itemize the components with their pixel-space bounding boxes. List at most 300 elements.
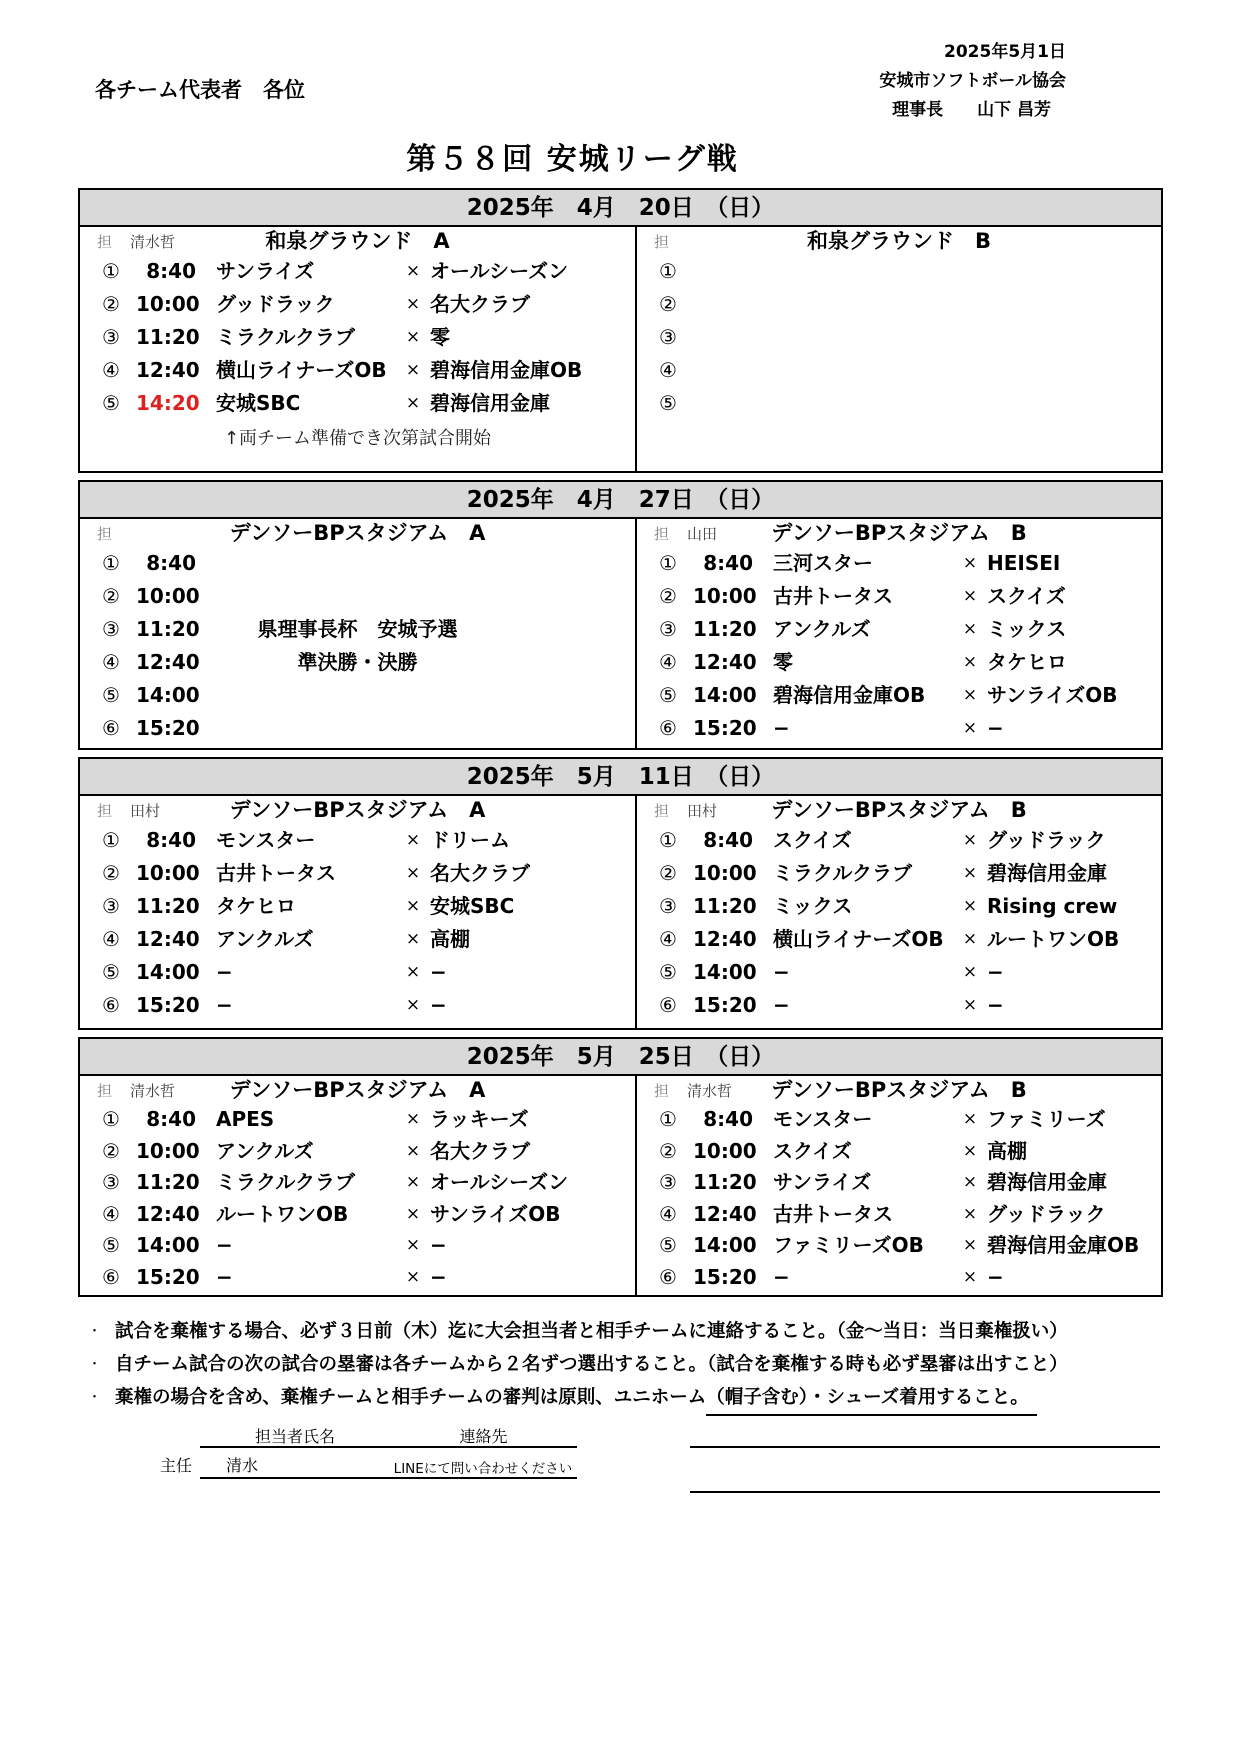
match-row xyxy=(637,1262,1161,1294)
vs-mark: × xyxy=(962,1235,978,1255)
vs-mark: × xyxy=(405,830,421,850)
match-row xyxy=(637,288,1161,321)
match-number: ① xyxy=(102,828,120,852)
match-row xyxy=(80,1104,635,1136)
venue-column xyxy=(637,519,1161,748)
vs-mark: × xyxy=(405,1172,421,1192)
match-time: 15:20 xyxy=(136,1264,200,1289)
vs-mark: × xyxy=(962,586,978,606)
home-team: 安城SBC xyxy=(216,391,301,415)
schedule-table xyxy=(78,1037,1163,1297)
match-row xyxy=(80,956,635,989)
organization-name: 安城市ソフトボール協会 xyxy=(879,71,1066,91)
note-line xyxy=(88,1315,1168,1348)
venue-column xyxy=(80,1076,637,1295)
match-number: ① xyxy=(659,259,677,283)
vs-mark: × xyxy=(405,261,421,281)
away-team: ラッキーズ xyxy=(430,1107,529,1131)
match-number: ③ xyxy=(659,617,677,641)
match-time: 8:40 xyxy=(146,828,196,852)
match-time: 15:20 xyxy=(693,1264,757,1289)
away-team: − xyxy=(987,993,1004,1017)
chairman-line: 理事長 山下 昌芳 xyxy=(892,100,1051,120)
page-title: 第５８回 安城リーグ戦 xyxy=(406,142,739,177)
home-team: − xyxy=(773,993,790,1017)
match-time: 10:00 xyxy=(693,861,757,885)
table-date-header: 2025年 4月 20日 （日） xyxy=(80,190,1161,227)
away-team: ルートワンOB xyxy=(987,927,1120,951)
home-team: 横山ライナーズOB xyxy=(216,358,387,382)
vs-mark: × xyxy=(962,1203,978,1224)
match-row xyxy=(637,354,1161,387)
vs-mark: × xyxy=(405,360,421,380)
match-number: ⑥ xyxy=(102,716,120,740)
match-number: ④ xyxy=(659,927,677,951)
match-number: ③ xyxy=(659,894,677,918)
home-team xyxy=(773,354,953,387)
home-team: アンクルズ xyxy=(216,927,314,951)
match-row xyxy=(637,890,1161,923)
match-time: 10:00 xyxy=(136,1138,200,1163)
vs-mark xyxy=(396,547,430,580)
match-number: ⑥ xyxy=(659,716,677,740)
match-number: ④ xyxy=(659,1201,677,1226)
letterhead xyxy=(879,38,1066,125)
match-row xyxy=(637,1199,1161,1231)
vs-mark: × xyxy=(962,553,978,573)
home-team: 古井トータス xyxy=(773,584,893,608)
duty-label: 担 xyxy=(654,525,670,543)
away-team: ファミリーズ xyxy=(987,1107,1106,1131)
away-team: 碧海信用金庫 xyxy=(430,391,550,415)
match-number: ⑤ xyxy=(102,683,120,707)
away-team: 碧海信用金庫 xyxy=(987,861,1107,885)
match-number: ① xyxy=(102,259,120,283)
match-time: 11:20 xyxy=(136,617,200,641)
note-line xyxy=(88,1381,1168,1416)
home-team: − xyxy=(216,993,233,1017)
venue-column xyxy=(80,796,637,1028)
match-number: ② xyxy=(102,861,120,885)
vs-mark: × xyxy=(962,995,978,1015)
match-time: 15:20 xyxy=(136,716,200,740)
match-number: ② xyxy=(102,292,120,316)
home-team: サンライズ xyxy=(216,259,315,283)
match-number: ⑥ xyxy=(102,993,120,1017)
match-row xyxy=(80,1167,635,1199)
away-team xyxy=(430,712,635,745)
match-number: ① xyxy=(659,551,677,575)
match-row xyxy=(637,646,1161,679)
vs-mark: × xyxy=(405,1109,421,1129)
venue-title: 和泉グラウンド A xyxy=(265,229,450,253)
duty-label: 担 xyxy=(97,802,113,820)
schedule-table xyxy=(78,480,1163,750)
column-header xyxy=(80,227,635,255)
match-row xyxy=(637,321,1161,354)
signature-line xyxy=(690,1491,1160,1493)
home-team: − xyxy=(216,1264,233,1289)
home-team: − xyxy=(773,716,790,740)
bullet-icon: ・ xyxy=(88,1357,102,1372)
vs-mark: × xyxy=(962,896,978,916)
vs-mark: × xyxy=(962,1140,978,1161)
contact-underline xyxy=(200,1446,577,1448)
match-row xyxy=(637,387,1161,420)
match-number: ③ xyxy=(102,617,120,641)
home-team: 古井トータス xyxy=(216,861,336,885)
home-team xyxy=(773,255,953,288)
away-team: 碧海信用金庫OB xyxy=(987,1233,1140,1257)
venue-column xyxy=(80,519,637,748)
away-team: スクイズ xyxy=(987,584,1066,608)
match-time: 10:00 xyxy=(136,584,200,608)
away-team xyxy=(430,580,635,613)
duty-label: 担 xyxy=(654,233,670,251)
match-time: 12:40 xyxy=(693,927,757,951)
vs-mark: × xyxy=(962,830,978,850)
match-time: 11:20 xyxy=(136,325,200,349)
match-number: ① xyxy=(659,828,677,852)
table-date-header: 2025年 5月 25日 （日） xyxy=(80,1039,1161,1076)
home-team: モンスター xyxy=(216,828,316,852)
away-team: − xyxy=(987,716,1004,740)
match-row xyxy=(80,679,635,712)
contact-note: LINEにて問い合わせください xyxy=(393,1461,573,1477)
home-team: ルートワンOB xyxy=(216,1201,349,1226)
home-team xyxy=(216,679,396,712)
column-header xyxy=(637,796,1161,824)
column-header xyxy=(637,227,1161,255)
match-time: 11:20 xyxy=(693,617,757,641)
away-team: − xyxy=(987,1264,1004,1289)
match-time: 11:20 xyxy=(693,894,757,918)
match-number: ② xyxy=(102,584,120,608)
match-row xyxy=(637,679,1161,712)
vs-mark xyxy=(396,712,430,745)
match-time: 15:20 xyxy=(693,993,757,1017)
home-team: ミラクルクラブ xyxy=(773,861,912,885)
vs-mark: × xyxy=(405,962,421,982)
column-header xyxy=(637,519,1161,547)
match-number: ③ xyxy=(102,1170,120,1194)
home-team: タケヒロ xyxy=(216,894,296,918)
match-row xyxy=(80,890,635,923)
match-time: 15:20 xyxy=(693,716,757,740)
match-number: ⑤ xyxy=(659,960,677,984)
away-team: 名大クラブ xyxy=(430,861,530,885)
match-time: 14:20 xyxy=(136,391,200,415)
signature-line xyxy=(690,1446,1160,1448)
match-time xyxy=(693,288,753,321)
vs-mark: × xyxy=(962,685,978,705)
match-number: ④ xyxy=(102,927,120,951)
match-time: 14:00 xyxy=(136,683,200,707)
away-team xyxy=(987,321,1161,354)
home-team: アンクルズ xyxy=(216,1138,314,1163)
match-time xyxy=(693,255,753,288)
note-text: 棄権の場合を含め、棄権チームと相手チームの審判は原則、ユニホーム xyxy=(115,1387,707,1408)
column-header xyxy=(80,519,635,547)
home-team: ファミリーズOB xyxy=(773,1233,924,1257)
schedule-table xyxy=(78,757,1163,1030)
vs-mark: × xyxy=(405,1140,421,1161)
issue-date: 2025年5月1日 xyxy=(944,42,1066,62)
match-row xyxy=(80,547,635,580)
vs-mark: × xyxy=(405,863,421,883)
match-row xyxy=(80,255,635,288)
away-team: − xyxy=(430,1233,447,1257)
match-time: 10:00 xyxy=(693,1138,757,1163)
away-team: 安城SBC xyxy=(430,894,515,918)
venue-title: デンソーBPスタジアム A xyxy=(229,798,486,822)
away-team: タケヒロ xyxy=(987,650,1067,674)
venue-column xyxy=(637,796,1161,1028)
away-team: 零 xyxy=(430,325,450,349)
venue-column xyxy=(80,227,637,471)
match-time: 14:00 xyxy=(693,683,757,707)
match-row xyxy=(637,956,1161,989)
away-team: − xyxy=(987,960,1004,984)
duty-label: 担 xyxy=(97,233,113,251)
match-time: 10:00 xyxy=(136,861,200,885)
home-team xyxy=(216,712,396,745)
bullet-icon: ・ xyxy=(88,1390,102,1405)
venue-title: デンソーBPスタジアム A xyxy=(229,521,486,545)
home-team: モンスター xyxy=(773,1107,873,1131)
vs-mark xyxy=(953,321,987,354)
away-team: 碧海信用金庫 xyxy=(987,1170,1107,1194)
match-row xyxy=(637,1230,1161,1262)
vs-mark: × xyxy=(962,1172,978,1192)
home-team: スクイズ xyxy=(773,828,852,852)
match-row xyxy=(637,547,1161,580)
vs-mark: × xyxy=(962,1266,978,1287)
addressee: 各チーム代表者 各位 xyxy=(95,78,305,102)
vs-mark xyxy=(953,387,987,420)
away-team: サンライズOB xyxy=(430,1201,561,1226)
match-time: 8:40 xyxy=(703,1107,753,1131)
match-number: ② xyxy=(659,584,677,608)
match-time xyxy=(693,387,753,420)
column-header xyxy=(637,1076,1161,1104)
match-number: ③ xyxy=(659,325,677,349)
venue-title: デンソーBPスタジアム B xyxy=(771,1078,1027,1102)
vs-mark: × xyxy=(405,896,421,916)
home-team: 零 xyxy=(773,650,793,674)
duty-label: 担 xyxy=(97,1082,113,1100)
home-team xyxy=(773,387,953,420)
match-time: 12:40 xyxy=(136,927,200,951)
venue-title: デンソーBPスタジアム B xyxy=(771,521,1027,545)
home-team: − xyxy=(773,960,790,984)
away-team: Rising crew xyxy=(987,894,1118,918)
away-team xyxy=(987,387,1161,420)
match-time xyxy=(693,321,753,354)
venue-column xyxy=(637,1076,1161,1295)
vs-mark: × xyxy=(962,1109,978,1129)
note-text: 自チーム試合の次の試合の塁審は各チームから２名ずつ選出すること。（試合を棄権する時も必ず塁審は出すこと） xyxy=(115,1354,1068,1375)
home-team: ミラクルクラブ xyxy=(216,325,355,349)
match-row xyxy=(80,1230,635,1262)
duty-name: 山田 xyxy=(687,525,718,543)
match-row xyxy=(637,989,1161,1022)
match-row xyxy=(637,1104,1161,1136)
vs-mark: × xyxy=(405,995,421,1015)
home-team: サンライズ xyxy=(773,1170,872,1194)
match-row xyxy=(80,824,635,857)
match-number: ③ xyxy=(659,1170,677,1194)
match-time: 14:00 xyxy=(136,960,200,984)
match-number: ② xyxy=(659,1138,677,1163)
home-team: APES xyxy=(216,1107,275,1131)
match-time: 8:40 xyxy=(703,551,753,575)
column-header xyxy=(80,1076,635,1104)
contact-person-name: 清水 xyxy=(226,1456,259,1475)
match-row xyxy=(80,989,635,1022)
match-number: ④ xyxy=(102,358,120,382)
away-team: オールシーズン xyxy=(430,1170,569,1194)
annotation-line: 県理事長杯 安城予選 xyxy=(257,617,458,641)
match-row xyxy=(80,1199,635,1231)
contact-col1-header: 担当者氏名 xyxy=(254,1427,335,1446)
away-team: 名大クラブ xyxy=(430,292,530,316)
match-time: 10:00 xyxy=(136,292,200,316)
note-line xyxy=(88,1348,1168,1381)
match-number: ⑤ xyxy=(102,960,120,984)
schedule-table xyxy=(78,188,1163,473)
vs-mark: × xyxy=(962,962,978,982)
away-team: − xyxy=(430,960,447,984)
match-row xyxy=(80,1136,635,1168)
venue-title: 和泉グラウンド B xyxy=(806,229,991,253)
match-number: ② xyxy=(659,861,677,885)
duty-label: 担 xyxy=(654,802,670,820)
vs-mark: × xyxy=(405,393,421,413)
match-number: ③ xyxy=(102,894,120,918)
match-time xyxy=(693,354,753,387)
home-team: − xyxy=(773,1264,790,1289)
away-team: グッドラック xyxy=(987,828,1106,852)
vs-mark xyxy=(953,354,987,387)
match-row xyxy=(80,580,635,613)
duty-name: 田村 xyxy=(687,802,718,820)
match-time: 11:20 xyxy=(693,1170,757,1194)
home-team: ミラクルクラブ xyxy=(216,1170,355,1194)
match-row xyxy=(80,1262,635,1294)
match-row xyxy=(637,255,1161,288)
match-time: 12:40 xyxy=(136,358,200,382)
match-row xyxy=(80,857,635,890)
match-time: 12:40 xyxy=(693,1201,757,1226)
match-number: ⑥ xyxy=(102,1264,120,1289)
match-time: 11:20 xyxy=(136,894,200,918)
vs-mark xyxy=(953,255,987,288)
match-row xyxy=(637,824,1161,857)
duty-label: 担 xyxy=(654,1082,670,1100)
away-team xyxy=(987,354,1161,387)
home-team: ミックス xyxy=(773,894,853,918)
match-number: ⑤ xyxy=(102,1233,120,1257)
duty-label: 担 xyxy=(97,525,113,543)
vs-mark: × xyxy=(962,652,978,672)
duty-name: 清水哲 xyxy=(130,233,176,251)
match-row xyxy=(637,1136,1161,1168)
match-time: 14:00 xyxy=(693,1233,757,1257)
vs-mark xyxy=(396,679,430,712)
start-note: ↑両チーム準備でき次第試合開始 xyxy=(223,428,492,449)
vs-mark: × xyxy=(405,294,421,314)
match-number: ④ xyxy=(659,358,677,382)
away-team xyxy=(987,255,1161,288)
away-team: − xyxy=(430,993,447,1017)
home-team: スクイズ xyxy=(773,1138,852,1163)
vs-mark: × xyxy=(405,929,421,949)
match-row xyxy=(80,923,635,956)
vs-mark: × xyxy=(405,1235,421,1255)
away-team xyxy=(987,288,1161,321)
table-date-header: 2025年 4月 27日 （日） xyxy=(80,482,1161,519)
match-time: 14:00 xyxy=(693,960,757,984)
match-time: 12:40 xyxy=(136,650,200,674)
match-row xyxy=(80,354,635,387)
vs-mark: × xyxy=(405,1266,421,1287)
venue-title: デンソーBPスタジアム A xyxy=(229,1078,486,1102)
match-row xyxy=(637,923,1161,956)
match-time: 11:20 xyxy=(136,1170,200,1194)
center-annotation xyxy=(80,613,635,679)
match-row xyxy=(637,613,1161,646)
match-row xyxy=(80,712,635,745)
away-team: 名大クラブ xyxy=(430,1138,530,1163)
venue-title: デンソーBPスタジアム B xyxy=(771,798,1027,822)
match-number: ④ xyxy=(102,650,120,674)
home-team xyxy=(773,288,953,321)
match-number: ④ xyxy=(659,650,677,674)
home-team xyxy=(216,580,396,613)
duty-name: 清水哲 xyxy=(687,1082,733,1100)
away-team: ミックス xyxy=(987,617,1067,641)
match-time: 8:40 xyxy=(146,1107,196,1131)
vs-mark: × xyxy=(962,619,978,639)
home-team: 碧海信用金庫OB xyxy=(773,683,926,707)
home-team xyxy=(216,547,396,580)
duty-name: 田村 xyxy=(130,802,161,820)
home-team xyxy=(773,321,953,354)
home-team: 古井トータス xyxy=(773,1201,893,1226)
match-time: 12:40 xyxy=(693,650,757,674)
match-number: ⑤ xyxy=(659,391,677,415)
match-number: ① xyxy=(102,1107,120,1131)
away-team xyxy=(430,679,635,712)
match-row xyxy=(637,580,1161,613)
home-team: 横山ライナーズOB xyxy=(773,927,944,951)
away-team: 高棚 xyxy=(987,1138,1027,1163)
away-team: グッドラック xyxy=(987,1201,1106,1226)
match-number: ④ xyxy=(102,1201,120,1226)
match-time: 12:40 xyxy=(136,1201,200,1226)
match-row xyxy=(637,712,1161,745)
contact-row-label: 主任 xyxy=(160,1456,193,1475)
note-text: 試合を棄権する場合、必ず３日前（木）迄に大会担当者と相手チームに連絡すること。（金～当日：当日棄権扱い） xyxy=(115,1321,1068,1342)
vs-mark xyxy=(396,580,430,613)
home-team: − xyxy=(216,1233,233,1257)
match-row xyxy=(637,1167,1161,1199)
vs-mark: × xyxy=(962,863,978,883)
bullet-icon: ・ xyxy=(88,1324,102,1339)
away-team: − xyxy=(430,1264,447,1289)
vs-mark xyxy=(953,288,987,321)
